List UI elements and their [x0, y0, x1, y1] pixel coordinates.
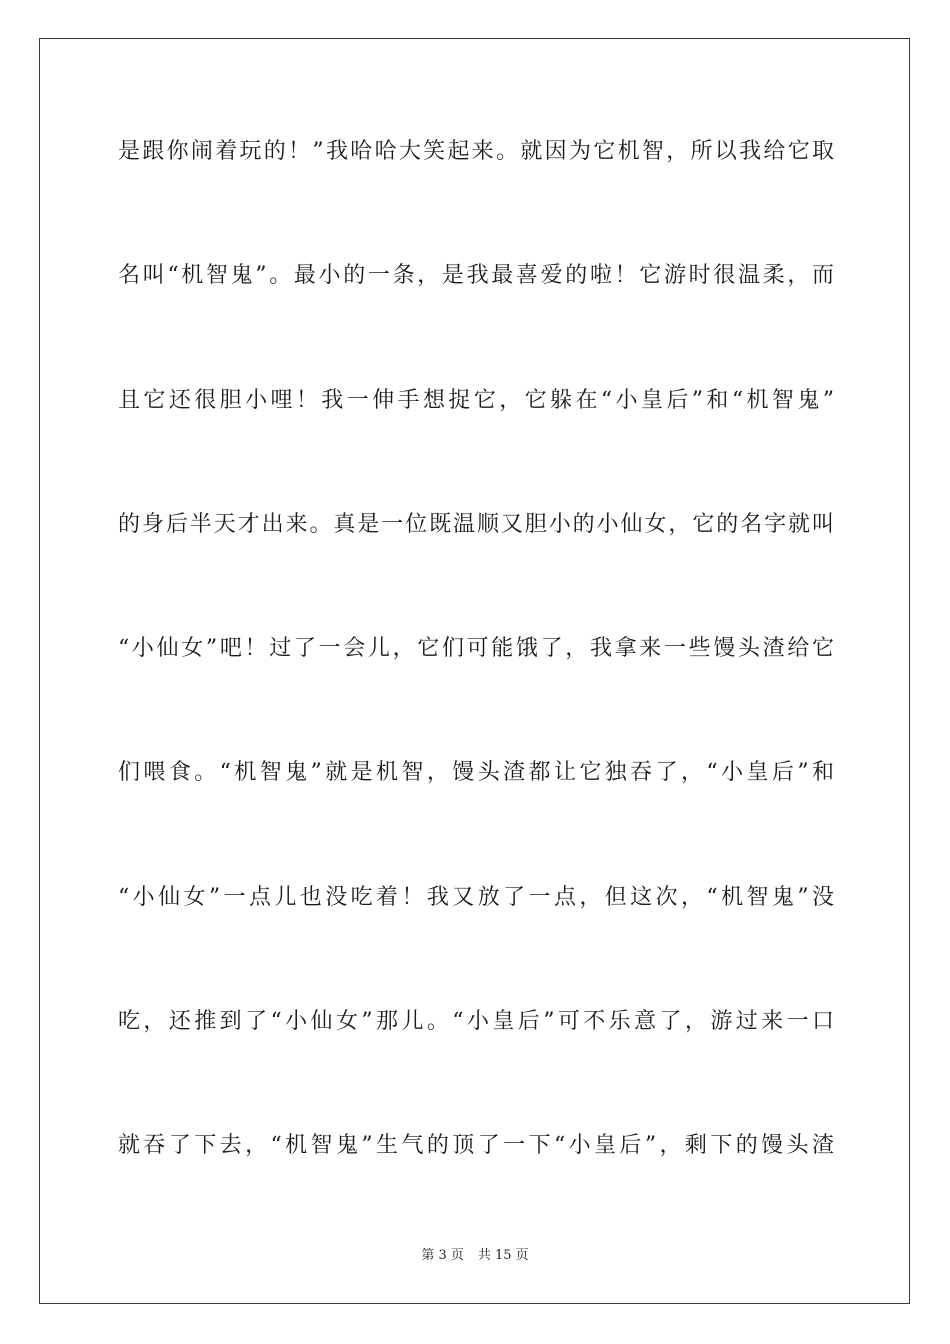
page-number: 第 3 页 — [421, 1248, 464, 1263]
text-line-7: “小仙女”一点儿也没吃着！我又放了一点，但这次，“机智鬼”没 — [118, 884, 834, 910]
text-line-8: 吃，还推到了“小仙女”那儿。“小皇后”可不乐意了，游过来一口 — [118, 1009, 834, 1035]
page-footer — [0, 1246, 950, 1266]
text-line-9: 就吞了下去，“机智鬼”生气的顶了一下“小皇后”，剩下的馒头渣 — [118, 1133, 834, 1159]
text-line-3: 且它还很胆小哩！我一伸手想捉它，它躲在“小皇后”和“机智鬼” — [118, 387, 834, 413]
text-line-1: 是跟你闹着玩的！”我哈哈大笑起来。就因为它机智，所以我给它取 — [118, 139, 834, 164]
text-line-2: 名叫“机智鬼”。最小的一条，是我最喜爱的啦！它游时很温柔，而 — [118, 263, 834, 289]
text-line-6: 们喂食。“机智鬼”就是机智，馒头渣都让它独吞了，“小皇后”和 — [118, 760, 834, 786]
document-body — [118, 130, 834, 1249]
text-line-4: 的身后半天才出来。真是一位既温顺又胆小的小仙女，它的名字就叫 — [118, 511, 834, 537]
total-pages: 共 15 页 — [477, 1248, 529, 1263]
text-line-5: “小仙女”吧！过了一会儿，它们可能饿了，我拿来一些馒头渣给它 — [118, 636, 834, 662]
